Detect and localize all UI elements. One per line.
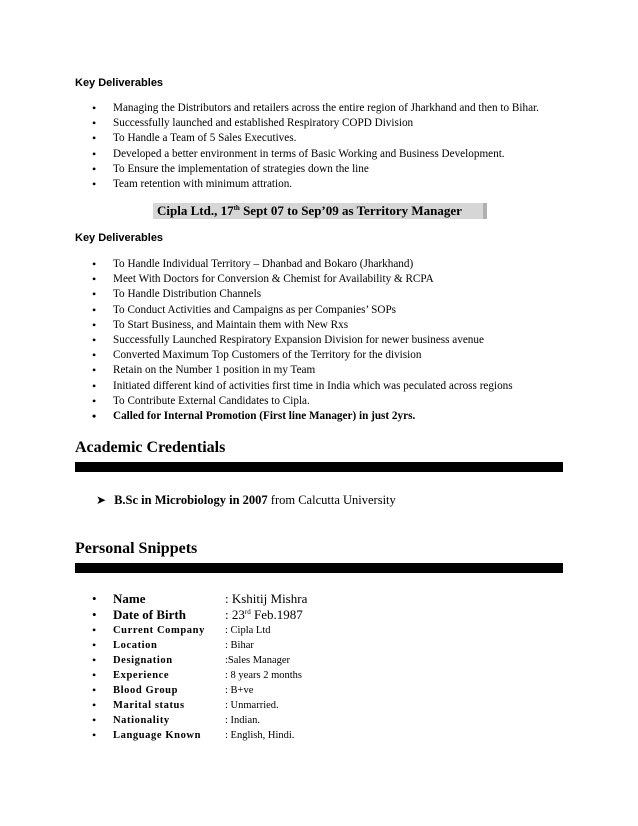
detail-row bbox=[92, 698, 307, 713]
list-item: • Successfully Launched Respiratory Expansion Division for newer business avenue bbox=[92, 333, 513, 348]
list-item: • Successfully launched and established Respiratory COPD Division bbox=[92, 116, 539, 131]
section-divider bbox=[75, 563, 563, 573]
detail-value: : Bihar bbox=[225, 640, 254, 651]
academic-entry bbox=[96, 493, 396, 508]
job-title-prefix: Cipla Ltd., 17 bbox=[157, 203, 234, 218]
detail-label: Experience bbox=[113, 670, 170, 681]
detail-label: Marital status bbox=[113, 700, 185, 711]
list-item-bold: • Called for Internal Promotion (First line Manager) in just 2yrs. bbox=[92, 409, 513, 424]
detail-label: Language Known bbox=[113, 730, 202, 741]
list-item: • To Start Business, and Maintain them with New Rxs bbox=[92, 318, 513, 333]
key-deliverables-heading-2: Key Deliverables bbox=[75, 232, 164, 244]
key-deliverables-heading-1: Key Deliverables bbox=[75, 77, 164, 89]
detail-row-dob bbox=[92, 607, 307, 623]
list-item: • Converted Maximum Top Customers of the Territory for the division bbox=[92, 348, 513, 363]
detail-row bbox=[92, 623, 307, 638]
detail-value: : English, Hindi. bbox=[225, 730, 295, 741]
detail-label: Current Company bbox=[113, 625, 205, 636]
job-title-suffix: Sept 07 to Sep’09 as Territory Manager bbox=[239, 203, 462, 218]
detail-value: : Unmarried. bbox=[225, 700, 279, 711]
detail-value-suffix: Feb.1987 bbox=[250, 607, 303, 622]
detail-label: Designation bbox=[113, 655, 173, 666]
detail-row bbox=[92, 728, 307, 743]
list-item: • To Handle Individual Territory – Dhanbad and Bokaro (Jharkhand) bbox=[92, 257, 513, 272]
list-item: • To Conduct Activities and Campaigns as per Companies’ SOPs bbox=[92, 303, 513, 318]
list-item: • Retain on the Number 1 position in my Team bbox=[92, 363, 513, 378]
list-item: • Managing the Distributors and retailers across the entire region of Jharkhand and then to Bihar. bbox=[92, 101, 539, 116]
deliverables-list-1 bbox=[92, 101, 539, 192]
personal-details-list bbox=[92, 591, 307, 743]
detail-label: Name bbox=[113, 591, 146, 606]
detail-value: : Indian. bbox=[225, 715, 260, 726]
detail-label: Location bbox=[113, 640, 158, 651]
detail-row bbox=[92, 653, 307, 668]
detail-label: Blood Group bbox=[113, 685, 179, 696]
detail-value: : 8 years 2 months bbox=[225, 670, 302, 681]
detail-row bbox=[92, 668, 307, 683]
job-title-sup: th bbox=[233, 204, 240, 212]
section-divider bbox=[75, 462, 563, 472]
list-item: • To Handle a Team of 5 Sales Executives. bbox=[92, 131, 539, 146]
list-item: • Team retention with minimum attration. bbox=[92, 177, 539, 192]
academic-title: Academic Credentials bbox=[75, 439, 226, 456]
detail-value: : B+ve bbox=[225, 685, 254, 696]
institution: from Calcutta University bbox=[267, 493, 396, 507]
detail-label: Date of Birth bbox=[113, 607, 186, 622]
detail-value: : Kshitij Mishra bbox=[225, 591, 308, 606]
detail-value: :Sales Manager bbox=[225, 655, 291, 666]
detail-row bbox=[92, 683, 307, 698]
list-item: • To Handle Distribution Channels bbox=[92, 287, 513, 302]
detail-value: : Cipla Ltd bbox=[225, 625, 271, 636]
job-title-bar bbox=[153, 203, 487, 219]
dob-sup: rd bbox=[244, 608, 251, 616]
list-item: • Developed a better environment in terms of Basic Working and Business Development. bbox=[92, 147, 539, 162]
list-item: • To Ensure the implementation of strategies down the line bbox=[92, 162, 539, 177]
detail-row bbox=[92, 638, 307, 653]
detail-row bbox=[92, 713, 307, 728]
list-item: • Meet With Doctors for Conversion & Chemist for Availability & RCPA bbox=[92, 272, 513, 287]
detail-value: : 23 bbox=[225, 607, 245, 622]
list-item: • Initiated different kind of activities first time in India which was peculated across regions bbox=[92, 379, 513, 394]
degree: B.Sc in Microbiology in 2007 bbox=[114, 493, 268, 507]
arrow-bullet-icon: ➤ bbox=[96, 493, 107, 507]
detail-label: Nationality bbox=[113, 715, 170, 726]
personal-title: Personal Snippets bbox=[75, 540, 198, 557]
detail-row-name bbox=[92, 591, 307, 607]
list-item: • To Contribute External Candidates to Cipla. bbox=[92, 394, 513, 409]
deliverables-list-2 bbox=[92, 257, 513, 424]
